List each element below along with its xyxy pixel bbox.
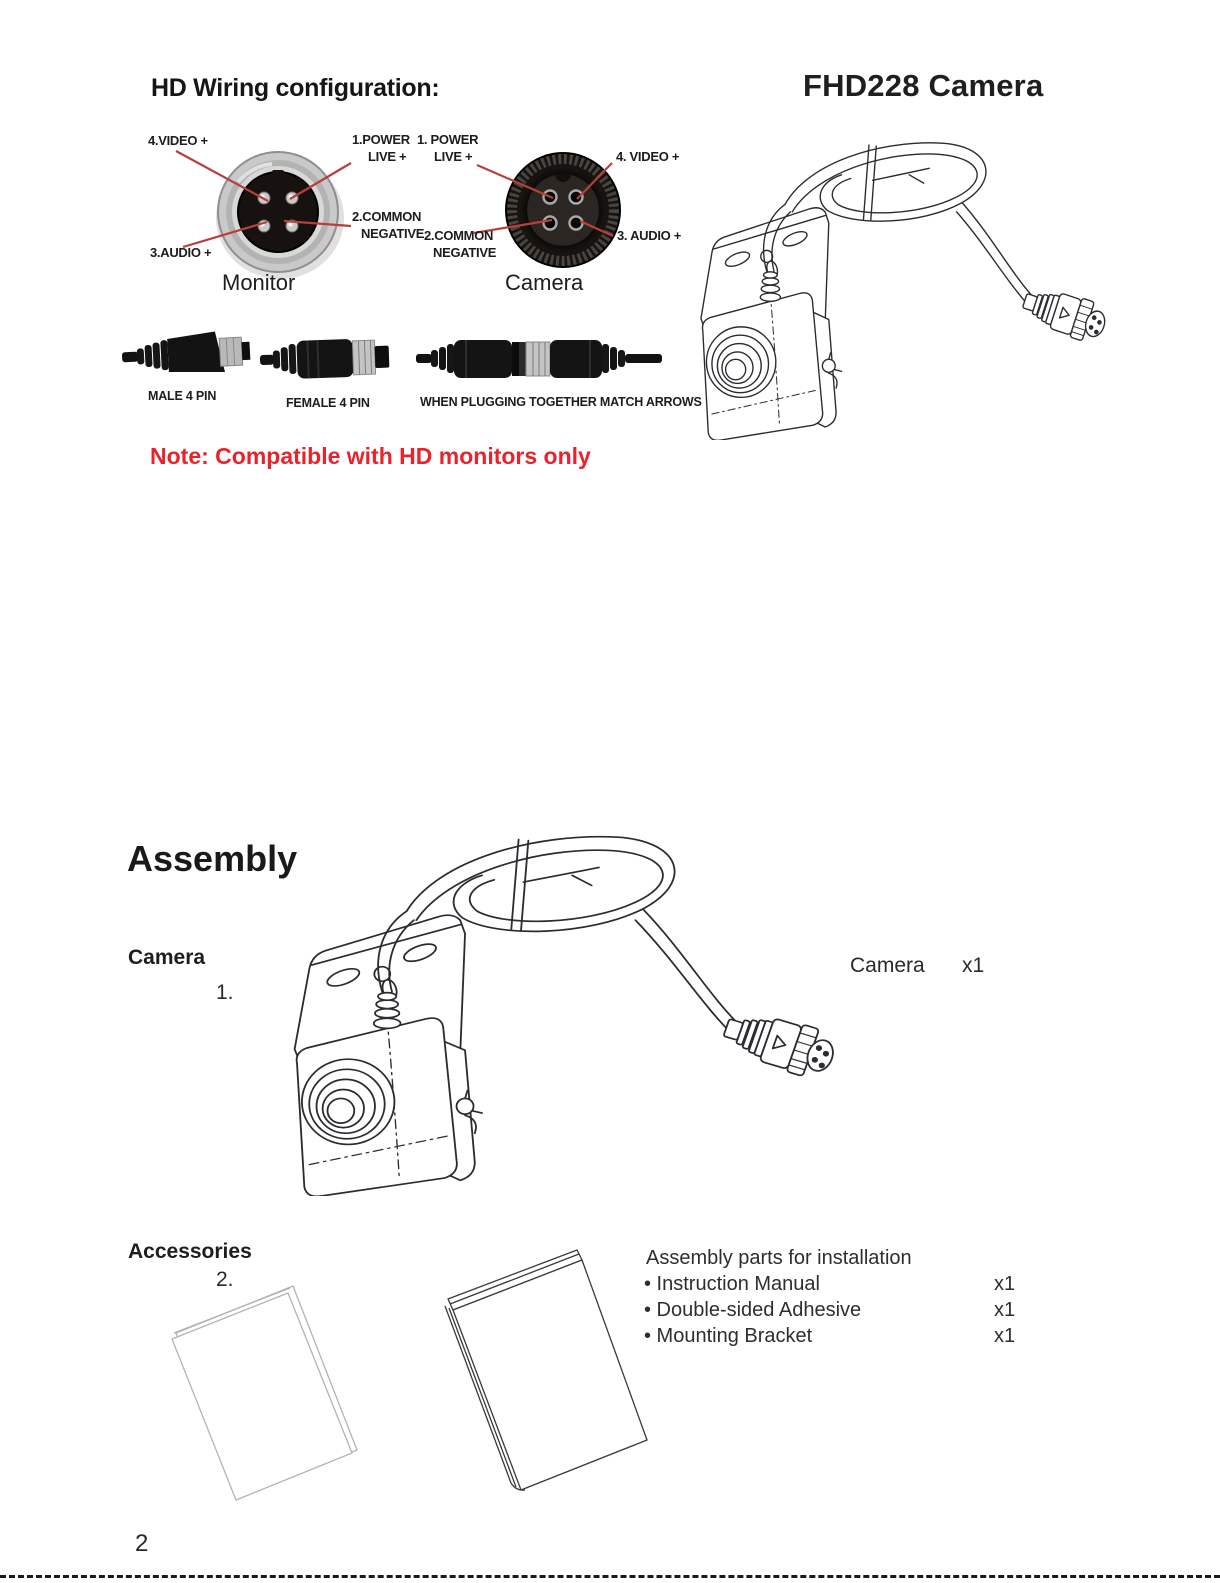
camera-pin-power-label-1: 1. POWER	[417, 132, 479, 147]
camera-pin-audio-label: 3. AUDIO +	[617, 228, 682, 243]
wiring-heading: HD Wiring configuration:	[151, 74, 440, 102]
monitor-caption: Monitor	[222, 270, 296, 295]
assembly-camera-drawing	[280, 826, 840, 1196]
male-cable-label: MALE 4 PIN	[148, 389, 217, 403]
together-cable-photo	[416, 340, 662, 378]
camera-pin-common-label-2: NEGATIVE	[433, 245, 497, 260]
page-title: FHD228 Camera	[803, 68, 1044, 103]
female-cable-photo	[259, 338, 389, 380]
part-adhesive-qty: x1	[994, 1299, 1016, 1321]
part-instruction-manual-qty: x1	[994, 1273, 1016, 1295]
monitor-pin-power-label-1: 1.POWER	[352, 132, 410, 147]
camera-pin-video-label: 4. VIDEO +	[616, 149, 680, 164]
camera-connector-photo	[506, 153, 620, 267]
camera-caption: Camera	[505, 270, 584, 295]
part-mounting-bracket-qty: x1	[994, 1325, 1016, 1347]
together-cable-label: WHEN PLUGGING TOGETHER MATCH ARROWS	[420, 395, 702, 409]
monitor-pin-common-label-1: 2.COMMON	[352, 209, 422, 224]
monitor-pin-power-label-2: LIVE +	[368, 149, 407, 164]
assembly-heading: Assembly	[127, 838, 298, 879]
part-instruction-manual: • Instruction Manual	[644, 1273, 820, 1295]
assembly-step-1: 1.	[216, 981, 234, 1004]
page-cut-line	[0, 1575, 1220, 1578]
adhesive-pad-drawing	[440, 1246, 660, 1498]
page-number: 2	[135, 1530, 149, 1557]
part-mounting-bracket: • Mounting Bracket	[644, 1325, 813, 1347]
monitor-connector-photo	[216, 152, 344, 279]
assembly-item-camera-qty: x1	[962, 954, 985, 977]
camera-pin-common-label-1: 2.COMMON	[424, 228, 494, 243]
accessories-step-2: 2.	[216, 1268, 234, 1291]
part-adhesive: • Double-sided Adhesive	[644, 1299, 862, 1321]
assembly-parts-title: Assembly parts for installation	[646, 1247, 912, 1269]
monitor-pin-video-label: 4.VIDEO +	[148, 133, 208, 148]
female-cable-label: FEMALE 4 PIN	[286, 396, 370, 410]
accessories-heading: Accessories	[128, 1240, 252, 1263]
male-cable-photo	[121, 330, 251, 378]
assembly-item-camera: Camera	[850, 954, 925, 977]
hd-compatibility-note: Note: Compatible with HD monitors only	[150, 443, 591, 469]
assembly-camera-label: Camera	[128, 946, 206, 969]
monitor-pin-common-label-2: NEGATIVE	[361, 226, 425, 241]
monitor-pin-audio-label: 3.AUDIO +	[150, 245, 212, 260]
camera-pin-power-label-2: LIVE +	[434, 149, 473, 164]
instruction-manual-drawing	[160, 1282, 365, 1507]
camera-product-drawing	[690, 134, 1110, 440]
